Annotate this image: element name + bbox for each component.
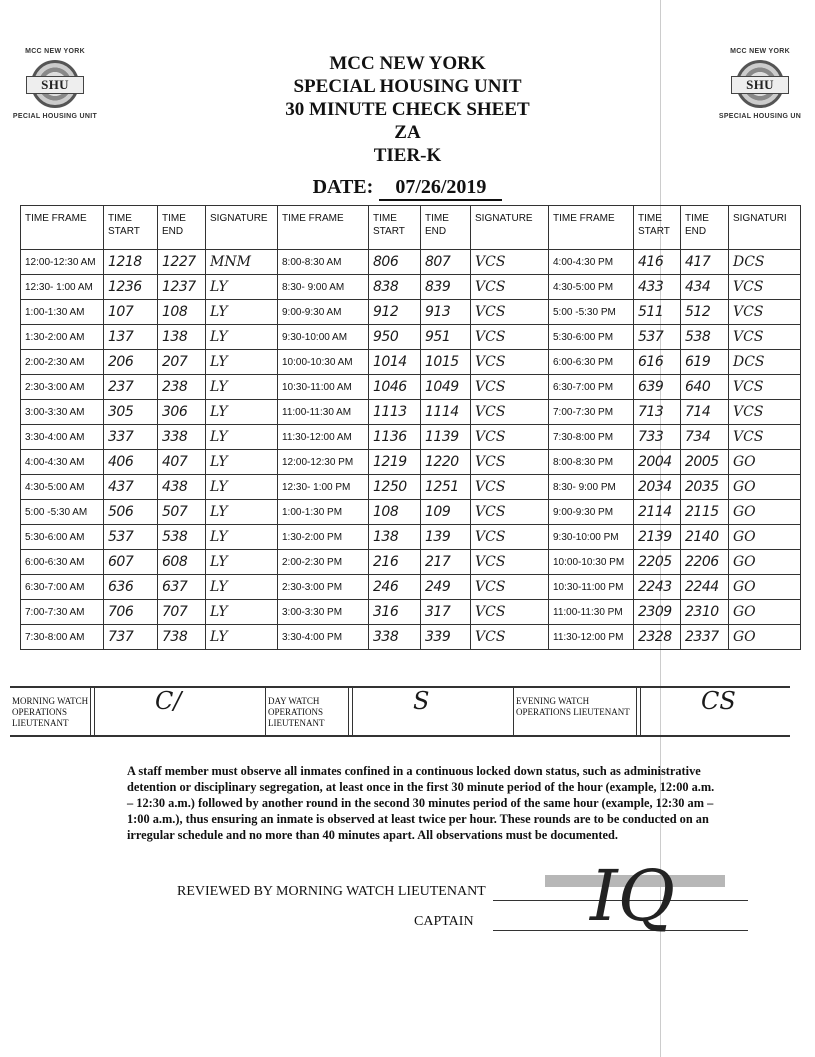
time-frame-cell: 5:30-6:00 PM: [549, 325, 634, 350]
time-frame-cell: 12:30- 1:00 AM: [21, 275, 104, 300]
time-frame-cell: 9:00-9:30 PM: [549, 500, 634, 525]
time-start-cell: 137: [104, 325, 158, 350]
table-row: [21, 625, 801, 650]
day-watch-label: DAY WATCH OPERATIONS LIEUTENANT: [268, 696, 325, 728]
table-row: [21, 275, 801, 300]
signature-cell: GO: [729, 475, 801, 500]
time-frame-cell: 8:00-8:30 PM: [549, 450, 634, 475]
time-end-cell: 807: [421, 250, 471, 275]
signature-cell: LY: [206, 350, 278, 375]
column-header: TIME END: [681, 206, 729, 250]
time-start-cell: 406: [104, 450, 158, 475]
time-end-cell: 249: [421, 575, 471, 600]
table-header-row: [21, 206, 801, 250]
time-start-cell: 2139: [634, 525, 681, 550]
time-end-cell: 238: [158, 375, 206, 400]
time-frame-cell: 4:00-4:30 AM: [21, 450, 104, 475]
time-frame-cell: 8:30- 9:00 AM: [278, 275, 369, 300]
column-header: SIGNATURI: [729, 206, 801, 250]
time-end-cell: 2310: [681, 600, 729, 625]
lieutenant-review-label: REVIEWED BY MORNING WATCH LIEUTENANT: [177, 884, 486, 899]
tier-label: TIER-K: [373, 145, 442, 166]
policy-text: A staff member must observe all inmates confined in a continuous locked down status, such as administrative detention or disciplinary segregation, at least once in the first 30 minute period of the hour (example, 12:00 a.m. – 12:30 a.m.) followed by another round in the second 30 minutes period of the same hour (example, 12:30 am – 1:00 a.m.), thus ensuring an inmate is observed at least twice per hour. These rounds are to be conducted on an irregular schedule and no more than 40 minutes apart. All observations must be documented.: [127, 763, 715, 842]
signature-cell: GO: [729, 625, 801, 650]
time-frame-cell: 10:30-11:00 AM: [278, 375, 369, 400]
signature-cell: VCS: [471, 525, 549, 550]
time-start-cell: 537: [104, 525, 158, 550]
logo-top-text: MCC NEW YORK: [25, 48, 85, 55]
column-header: TIME START: [369, 206, 421, 250]
time-frame-cell: 6:30-7:00 PM: [549, 375, 634, 400]
time-end-cell: 1227: [158, 250, 206, 275]
signature-cell: VCS: [471, 550, 549, 575]
signature-cell: VCS: [471, 300, 549, 325]
time-frame-cell: 7:30-8:00 AM: [21, 625, 104, 650]
time-start-cell: 107: [104, 300, 158, 325]
time-start-cell: 537: [634, 325, 681, 350]
watch-signoff-row: [10, 686, 790, 737]
time-start-cell: 1236: [104, 275, 158, 300]
time-end-cell: 338: [158, 425, 206, 450]
time-end-cell: 637: [158, 575, 206, 600]
signature-cell: VCS: [729, 400, 801, 425]
column-header: TIME START: [104, 206, 158, 250]
signature-cell: LY: [206, 425, 278, 450]
table-row: [21, 375, 801, 400]
time-frame-cell: 2:00-2:30 AM: [21, 350, 104, 375]
time-end-cell: 734: [681, 425, 729, 450]
time-start-cell: 1219: [369, 450, 421, 475]
signature-cell: GO: [729, 525, 801, 550]
time-end-cell: 619: [681, 350, 729, 375]
time-start-cell: 237: [104, 375, 158, 400]
time-start-cell: 1113: [369, 400, 421, 425]
time-end-cell: 108: [158, 300, 206, 325]
time-end-cell: 714: [681, 400, 729, 425]
time-frame-cell: 1:30-2:00 PM: [278, 525, 369, 550]
time-frame-cell: 10:00-10:30 PM: [549, 550, 634, 575]
time-end-cell: 407: [158, 450, 206, 475]
time-end-cell: 2244: [681, 575, 729, 600]
signature: C/: [155, 687, 182, 715]
table-row: [21, 325, 801, 350]
signature-cell: LY: [206, 275, 278, 300]
time-frame-cell: 3:00-3:30 PM: [278, 600, 369, 625]
evening-watch-signature: [641, 688, 761, 735]
check-table: [20, 205, 801, 650]
time-end-cell: 2140: [681, 525, 729, 550]
time-frame-cell: 11:00-11:30 PM: [549, 600, 634, 625]
time-frame-cell: 3:30-4:00 AM: [21, 425, 104, 450]
time-frame-cell: 7:30-8:00 PM: [549, 425, 634, 450]
title-line: MCC NEW YORK: [329, 53, 486, 74]
signature-cell: VCS: [471, 375, 549, 400]
signature-cell: VCS: [471, 475, 549, 500]
time-frame-cell: 12:00-12:30 PM: [278, 450, 369, 475]
time-start-cell: 2034: [634, 475, 681, 500]
evening-watch-label: EVENING WATCH OPERATIONS LIEUTENANT: [516, 696, 630, 717]
time-start-cell: 806: [369, 250, 421, 275]
time-start-cell: 950: [369, 325, 421, 350]
time-end-cell: 1015: [421, 350, 471, 375]
time-end-cell: 738: [158, 625, 206, 650]
time-start-cell: 733: [634, 425, 681, 450]
table-row: [21, 575, 801, 600]
morning-watch-label: MORNING WATCH OPERATIONS LIEUTENANT: [12, 696, 89, 728]
time-start-cell: 838: [369, 275, 421, 300]
time-start-cell: 416: [634, 250, 681, 275]
document-title: [0, 52, 815, 167]
time-frame-cell: 6:00-6:30 PM: [549, 350, 634, 375]
signature-cell: LY: [206, 525, 278, 550]
time-start-cell: 138: [369, 525, 421, 550]
table-row: [21, 425, 801, 450]
time-frame-cell: 10:30-11:00 PM: [549, 575, 634, 600]
time-frame-cell: 6:00-6:30 AM: [21, 550, 104, 575]
column-header: TIME START: [634, 206, 681, 250]
time-start-cell: 1014: [369, 350, 421, 375]
signature-cell: MNM: [206, 250, 278, 275]
signature-cell: LY: [206, 300, 278, 325]
time-start-cell: 2243: [634, 575, 681, 600]
time-frame-cell: 3:30-4:00 PM: [278, 625, 369, 650]
signature-cell: LY: [206, 550, 278, 575]
time-end-cell: 913: [421, 300, 471, 325]
time-frame-cell: 2:30-3:00 PM: [278, 575, 369, 600]
signature-cell: LY: [206, 500, 278, 525]
time-start-cell: 737: [104, 625, 158, 650]
table-row: [21, 550, 801, 575]
table-row: [21, 525, 801, 550]
time-start-cell: 2328: [634, 625, 681, 650]
time-end-cell: 1049: [421, 375, 471, 400]
table-row: [21, 250, 801, 275]
time-end-cell: 1251: [421, 475, 471, 500]
signature-cell: LY: [206, 600, 278, 625]
time-end-cell: 2035: [681, 475, 729, 500]
signature-cell: VCS: [729, 275, 801, 300]
time-start-cell: 108: [369, 500, 421, 525]
signature-cell: VCS: [471, 400, 549, 425]
time-start-cell: 338: [369, 625, 421, 650]
signature-cell: DCS: [729, 250, 801, 275]
time-end-cell: 1237: [158, 275, 206, 300]
time-start-cell: 607: [104, 550, 158, 575]
table-row: [21, 350, 801, 375]
time-frame-cell: 9:30-10:00 PM: [549, 525, 634, 550]
signature-cell: DCS: [729, 350, 801, 375]
signature-cell: VCS: [471, 600, 549, 625]
time-frame-cell: 11:00-11:30 AM: [278, 400, 369, 425]
day-watch-signature: [353, 688, 514, 735]
signature-cell: VCS: [471, 325, 549, 350]
table-row: [21, 450, 801, 475]
time-start-cell: 912: [369, 300, 421, 325]
time-start-cell: 2309: [634, 600, 681, 625]
time-end-cell: 139: [421, 525, 471, 550]
table-row: [21, 500, 801, 525]
time-end-cell: 608: [158, 550, 206, 575]
time-end-cell: 1114: [421, 400, 471, 425]
signature-cell: VCS: [471, 275, 549, 300]
morning-watch-signature: [95, 688, 266, 735]
signature-cell: GO: [729, 550, 801, 575]
logo-bottom-text: SPECIAL HOUSING UN: [718, 113, 802, 120]
time-end-cell: 417: [681, 250, 729, 275]
time-frame-cell: 3:00-3:30 AM: [21, 400, 104, 425]
time-start-cell: 639: [634, 375, 681, 400]
time-start-cell: 2205: [634, 550, 681, 575]
time-start-cell: 437: [104, 475, 158, 500]
time-frame-cell: 4:30-5:00 AM: [21, 475, 104, 500]
time-start-cell: 616: [634, 350, 681, 375]
column-header: SIGNATURE: [206, 206, 278, 250]
time-start-cell: 1136: [369, 425, 421, 450]
signature-cell: VCS: [729, 425, 801, 450]
time-frame-cell: 7:00-7:30 AM: [21, 600, 104, 625]
table-row: [21, 400, 801, 425]
time-frame-cell: 8:00-8:30 AM: [278, 250, 369, 275]
signature-cell: GO: [729, 575, 801, 600]
signature-cell: LY: [206, 475, 278, 500]
time-end-cell: 2337: [681, 625, 729, 650]
time-start-cell: 2114: [634, 500, 681, 525]
seal-text: SHU: [26, 76, 84, 94]
time-end-cell: 538: [681, 325, 729, 350]
signature-cell: VCS: [471, 350, 549, 375]
signature-cell: VCS: [471, 625, 549, 650]
time-start-cell: 1218: [104, 250, 158, 275]
time-frame-cell: 10:00-10:30 AM: [278, 350, 369, 375]
time-end-cell: 2115: [681, 500, 729, 525]
signature-cell: VCS: [471, 575, 549, 600]
time-end-cell: 839: [421, 275, 471, 300]
time-frame-cell: 4:00-4:30 PM: [549, 250, 634, 275]
table-row: [21, 300, 801, 325]
unit-code: ZA: [394, 122, 421, 143]
time-frame-cell: 9:30-10:00 AM: [278, 325, 369, 350]
time-end-cell: 317: [421, 600, 471, 625]
time-start-cell: 1250: [369, 475, 421, 500]
time-frame-cell: 2:30-3:00 AM: [21, 375, 104, 400]
signature-cell: LY: [206, 450, 278, 475]
seal-text: SHU: [731, 76, 789, 94]
time-frame-cell: 9:00-9:30 AM: [278, 300, 369, 325]
time-end-cell: 339: [421, 625, 471, 650]
column-header: TIME FRAME: [21, 206, 104, 250]
date-row: [0, 176, 815, 201]
column-header: TIME FRAME: [278, 206, 369, 250]
time-end-cell: 2206: [681, 550, 729, 575]
signature-cell: VCS: [471, 425, 549, 450]
signature-cell: LY: [206, 375, 278, 400]
time-start-cell: 316: [369, 600, 421, 625]
time-end-cell: 1220: [421, 450, 471, 475]
column-header: SIGNATURE: [471, 206, 549, 250]
captain-label: CAPTAIN: [414, 914, 474, 929]
time-frame-cell: 11:30-12:00 PM: [549, 625, 634, 650]
time-start-cell: 713: [634, 400, 681, 425]
time-frame-cell: 5:00 -5:30 PM: [549, 300, 634, 325]
column-header: TIME FRAME: [549, 206, 634, 250]
signature-cell: LY: [206, 400, 278, 425]
time-start-cell: 636: [104, 575, 158, 600]
reviewer-signature: IQ: [590, 855, 676, 937]
date-value: 07/26/2019: [379, 176, 502, 201]
time-end-cell: 507: [158, 500, 206, 525]
time-end-cell: 707: [158, 600, 206, 625]
time-frame-cell: 6:30-7:00 AM: [21, 575, 104, 600]
time-frame-cell: 1:00-1:30 PM: [278, 500, 369, 525]
time-start-cell: 246: [369, 575, 421, 600]
time-end-cell: 1139: [421, 425, 471, 450]
time-frame-cell: 11:30-12:00 AM: [278, 425, 369, 450]
time-end-cell: 2005: [681, 450, 729, 475]
column-header: TIME END: [421, 206, 471, 250]
time-frame-cell: 12:30- 1:00 PM: [278, 475, 369, 500]
signature-cell: VCS: [471, 450, 549, 475]
time-frame-cell: 5:30-6:00 AM: [21, 525, 104, 550]
time-end-cell: 207: [158, 350, 206, 375]
table-row: [21, 600, 801, 625]
time-start-cell: 433: [634, 275, 681, 300]
time-frame-cell: 4:30-5:00 PM: [549, 275, 634, 300]
time-end-cell: 951: [421, 325, 471, 350]
signature-cell: VCS: [729, 325, 801, 350]
signature-cell: LY: [206, 625, 278, 650]
time-end-cell: 217: [421, 550, 471, 575]
time-frame-cell: 8:30- 9:00 PM: [549, 475, 634, 500]
signature-cell: GO: [729, 600, 801, 625]
signature: CS: [701, 687, 736, 715]
title-line: 30 MINUTE CHECK SHEET: [285, 99, 530, 120]
signature-cell: VCS: [471, 500, 549, 525]
time-end-cell: 138: [158, 325, 206, 350]
time-start-cell: 216: [369, 550, 421, 575]
time-start-cell: 337: [104, 425, 158, 450]
time-frame-cell: 5:00 -5:30 AM: [21, 500, 104, 525]
time-frame-cell: 1:30-2:00 AM: [21, 325, 104, 350]
time-start-cell: 511: [634, 300, 681, 325]
time-start-cell: 706: [104, 600, 158, 625]
column-header: TIME END: [158, 206, 206, 250]
time-start-cell: 2004: [634, 450, 681, 475]
time-end-cell: 640: [681, 375, 729, 400]
signature-cell: VCS: [729, 300, 801, 325]
logo-top-text: MCC NEW YORK: [730, 48, 790, 55]
signature-cell: VCS: [729, 375, 801, 400]
time-end-cell: 538: [158, 525, 206, 550]
time-frame-cell: 2:00-2:30 PM: [278, 550, 369, 575]
time-end-cell: 434: [681, 275, 729, 300]
logo-bottom-text: PECIAL HOUSING UNIT: [12, 113, 98, 120]
signature-cell: GO: [729, 450, 801, 475]
signature-cell: GO: [729, 500, 801, 525]
signature-cell: VCS: [471, 250, 549, 275]
time-start-cell: 1046: [369, 375, 421, 400]
time-start-cell: 305: [104, 400, 158, 425]
time-end-cell: 512: [681, 300, 729, 325]
time-start-cell: 506: [104, 500, 158, 525]
table-row: [21, 475, 801, 500]
signature-cell: LY: [206, 325, 278, 350]
time-start-cell: 206: [104, 350, 158, 375]
time-frame-cell: 12:00-12:30 AM: [21, 250, 104, 275]
title-line: SPECIAL HOUSING UNIT: [293, 76, 522, 97]
time-frame-cell: 1:00-1:30 AM: [21, 300, 104, 325]
time-end-cell: 306: [158, 400, 206, 425]
signature: S: [413, 687, 430, 715]
time-end-cell: 438: [158, 475, 206, 500]
time-end-cell: 109: [421, 500, 471, 525]
date-label: DATE:: [312, 176, 374, 198]
signature-cell: LY: [206, 575, 278, 600]
time-frame-cell: 7:00-7:30 PM: [549, 400, 634, 425]
